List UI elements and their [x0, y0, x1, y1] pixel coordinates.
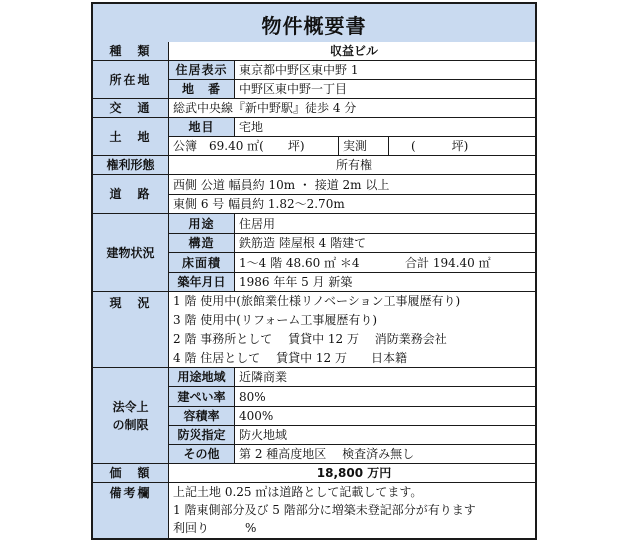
- location-label: 所在地: [93, 61, 169, 99]
- legal-restrictions-label: [93, 368, 169, 464]
- measured-area-label: 実測: [339, 137, 389, 156]
- ownership-label: 権利形態: [93, 156, 169, 175]
- address-display-label: 住居表示: [169, 61, 235, 80]
- fire-prevention-value: 防火地域: [235, 426, 535, 445]
- transport-label: 交 通: [93, 99, 169, 118]
- remarks-line-2: 1 階東側部分及び 5 階部分に増築未登記部分が有ります: [173, 503, 476, 517]
- registered-area: 公簿 69.40 ㎡( 坪): [169, 137, 339, 156]
- lot-number-value: 中野区東中野一丁目: [235, 80, 535, 99]
- status-line-4: 4 階 住居として 賃貸中 12 万 日本籍: [173, 351, 407, 365]
- current-status-value: [169, 292, 535, 368]
- other-restrictions-value: 第 2 種高度地区 検査済み無し: [235, 445, 535, 464]
- status-line-1: 1 階 使用中(旅館業仕様リノベーション工事履歴有り): [173, 294, 461, 308]
- remarks-line-3: 利回り %: [173, 521, 257, 535]
- legal-label-line-2: の制限: [112, 417, 149, 432]
- land-category-label: 地目: [169, 118, 235, 137]
- floor-area-ratio-value: 400%: [235, 407, 535, 426]
- price-value: 18,800 万円: [169, 464, 535, 483]
- current-status-label: 現 況: [93, 292, 169, 368]
- building-use-label: 用途: [169, 214, 235, 234]
- ownership-value: 所有権: [169, 156, 535, 175]
- lot-number-label: 地 番: [169, 80, 235, 99]
- title-band: [93, 4, 535, 43]
- document-title: 物件概要書: [261, 14, 367, 38]
- type-value: 収益ビル: [169, 42, 535, 61]
- zoning-value: 近隣商業: [235, 368, 535, 387]
- land-label: 土 地: [93, 118, 169, 156]
- floor-area-ratio-label: 容積率: [169, 407, 235, 426]
- land-category-value: 宅地: [235, 118, 535, 137]
- floor-area-label: 床面積: [169, 253, 235, 273]
- remarks-value: [169, 483, 535, 538]
- zoning-label: 用途地域: [169, 368, 235, 387]
- road-west: 西側 公道 幅員約 10m ・ 接道 2m 以上: [169, 175, 535, 195]
- floor-area-per-floor: 1～4 階 48.60 ㎡ ＊4: [239, 255, 360, 270]
- price-label: 価 額: [93, 464, 169, 483]
- other-restrictions-label: その他: [169, 445, 235, 464]
- measured-area-value: ( 坪): [389, 137, 535, 156]
- road-east: 東側 6 号 幅員約 1.82～2.70m: [169, 195, 535, 214]
- transport-value: 総武中央線『新中野駅』徒歩 4 分: [169, 99, 535, 118]
- fire-prevention-label: 防災指定: [169, 426, 235, 445]
- road-label: 道 路: [93, 175, 169, 214]
- floor-area-total: 合計 194.40 ㎡: [405, 255, 491, 270]
- building-coverage-value: 80%: [235, 387, 535, 407]
- address-display-value: 東京都中野区東中野 1: [235, 61, 535, 80]
- building-use-value: 住居用: [235, 214, 535, 234]
- remarks-line-1: 上記土地 0.25 ㎡は道路として記載してます。: [173, 485, 423, 499]
- type-label: 種 類: [93, 42, 169, 61]
- status-line-3: 2 階 事務所として 賃貸中 12 万 消防業務会社: [173, 332, 447, 346]
- built-date-value: 1986 年年 5 月 新築: [235, 273, 535, 292]
- structure-value: 鉄筋造 陸屋根 4 階建て: [235, 234, 535, 253]
- building-coverage-label: 建ぺい率: [169, 387, 235, 407]
- building-label: 建物状況: [93, 214, 169, 292]
- legal-label-line-1: 法令上: [112, 399, 149, 414]
- remarks-label: 備考欄: [93, 483, 169, 538]
- status-line-2: 3 階 使用中(リフォーム工事履歴有り): [173, 313, 378, 327]
- floor-area-value: [235, 253, 535, 273]
- property-summary-sheet: [91, 2, 537, 540]
- built-date-label: 築年月日: [169, 273, 235, 292]
- structure-label: 構造: [169, 234, 235, 253]
